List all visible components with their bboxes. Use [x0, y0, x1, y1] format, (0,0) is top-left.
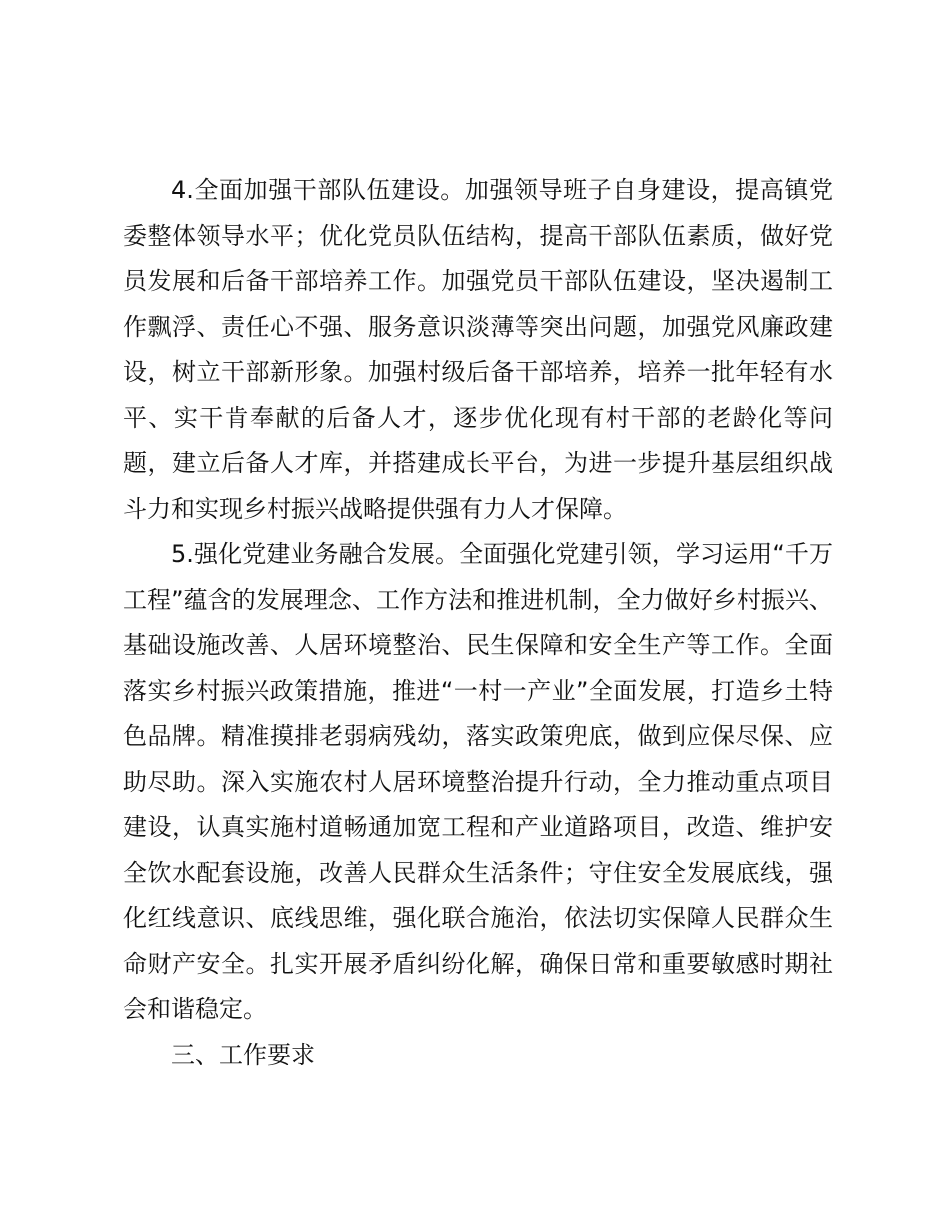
section-heading-work-requirements: 三、工作要求 [171, 1040, 315, 1069]
document-body [123, 168, 833, 1078]
paragraph-party-business-integration: 5.强化党建业务融合发展。全面强化党建引领，学习运用“千万工程”蕴含的发展理念、工作方法和推进机制，全力做好乡村振兴、基础设施改善、人居环境整治、民生保障和安全生产等工作。全面落实乡村振兴政策措施，推进“一村一产业”全面发展，打造乡土特色品牌。精准摸排老弱病残幼，落实政策兜底，做到应保尽保、应助尽助。深入实施农村人居环境整治提升行动，全力推动重点项目建设，认真实施村道畅通加宽工程和产业道路项目，改造、维护安全饮水配套设施，改善人民群众生活条件；守住安全发展底线，强化红线意识、底线思维，强化联合施治，依法切实保障人民群众生命财产安全。扎实开展矛盾纠纷化解，确保日常和重要敏感时期社会和谐稳定。 [123, 540, 833, 1023]
paragraph-cadre-team-building: 4.全面加强干部队伍建设。加强领导班子自身建设，提高镇党委整体领导水平；优化党员队伍结构，提高干部队伍素质，做好党员发展和后备干部培养工作。加强党员干部队伍建设，坚决遏制工作飘浮、责任心不强、服务意识淡薄等突出问题，加强党风廉政建设，树立干部新形象。加强村级后备干部培养，培养一批年轻有水平、实干肯奉献的后备人才，逐步优化现有村干部的老龄化等问题，建立后备人才库，并搭建成长平台，为进一步提升基层组织战斗力和实现乡村振兴战略提供强有力人才保障。 [123, 176, 833, 523]
